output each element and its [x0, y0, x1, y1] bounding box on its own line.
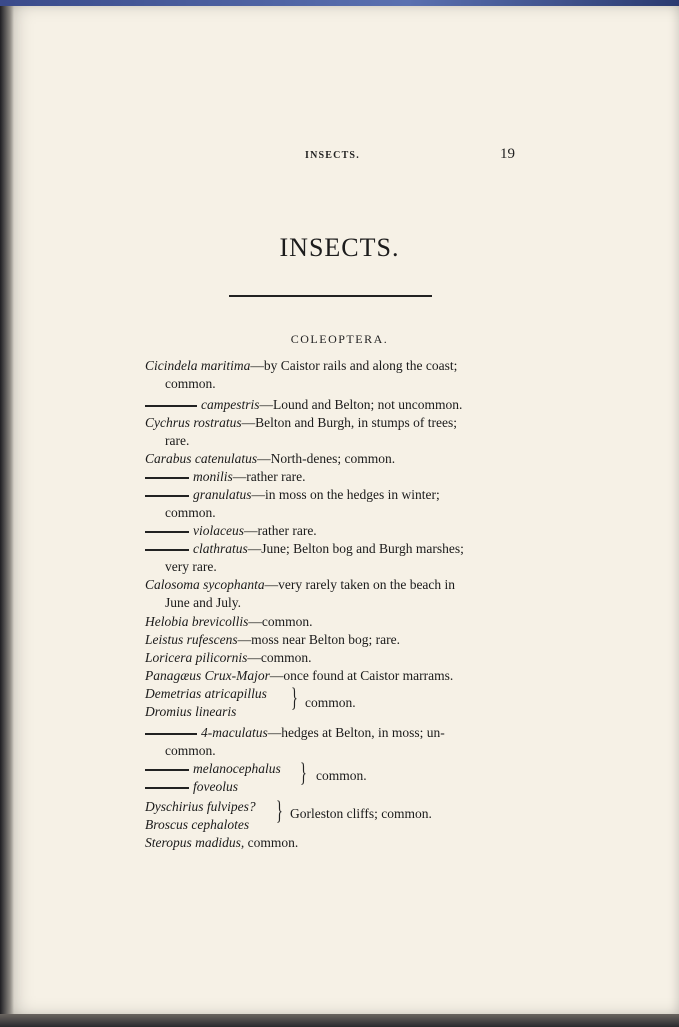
species-note: —Lound and Belton; not uncommon.	[259, 397, 463, 412]
species-name: 4-maculatus	[201, 725, 268, 740]
book-edge-bottom	[0, 1014, 679, 1027]
list-item	[145, 798, 256, 816]
species-name: Calosoma sycophanta	[145, 577, 265, 592]
species-name: melanocephalus	[193, 761, 281, 776]
ditto-dash	[145, 787, 189, 789]
page-number: 19	[500, 146, 515, 162]
ditto-dash	[145, 733, 197, 735]
species-name: foveolus	[193, 779, 238, 794]
list-item	[145, 613, 312, 631]
list-item	[145, 649, 312, 667]
list-item	[145, 414, 457, 432]
ditto-dash	[145, 405, 197, 407]
species-name: Carabus catenulatus	[145, 451, 258, 466]
list-item	[165, 558, 217, 576]
species-name: Steropus madidus,	[145, 835, 245, 850]
list-item	[145, 703, 236, 721]
list-item	[145, 631, 400, 649]
list-item	[145, 760, 281, 778]
grouping-brace: }	[300, 758, 307, 787]
species-note: —rather rare.	[232, 469, 306, 484]
list-item	[145, 450, 395, 468]
running-head: INSECTS.	[305, 150, 360, 161]
grouping-brace: }	[276, 796, 283, 825]
species-name: clathratus	[193, 541, 248, 556]
list-item	[305, 694, 356, 712]
list-item	[145, 486, 440, 504]
list-item	[165, 504, 216, 522]
ditto-dash	[145, 477, 189, 479]
species-note: —North-denes; common.	[257, 451, 396, 466]
page-title: INSECTS.	[279, 233, 400, 262]
species-note: rare.	[165, 433, 190, 448]
page-gutter-shadow	[0, 6, 14, 1014]
species-name: Demetrias atricapillus	[145, 686, 267, 701]
ditto-dash	[145, 495, 189, 497]
species-note: —common.	[248, 614, 313, 629]
species-name: campestris	[201, 397, 260, 412]
ditto-dash	[145, 549, 189, 551]
list-item	[145, 522, 317, 540]
species-name: Cicindela maritima	[145, 358, 251, 373]
species-note: —common.	[247, 650, 312, 665]
title-rule	[229, 295, 432, 297]
species-name: Dromius linearis	[145, 704, 237, 719]
species-name: monilis	[193, 469, 233, 484]
list-item	[145, 724, 445, 742]
species-name: Leistus rufescens	[145, 632, 238, 647]
species-note: common.	[165, 376, 216, 391]
section-heading: COLEOPTERA.	[290, 332, 389, 346]
species-name: granulatus	[193, 487, 252, 502]
list-item	[165, 742, 216, 760]
species-note: —Belton and Burgh, in stumps of trees;	[241, 415, 458, 430]
list-item	[145, 396, 462, 414]
list-item	[145, 816, 249, 834]
ditto-dash	[145, 531, 189, 533]
species-note: common.	[316, 768, 367, 783]
species-name: Dyschirius fulvipes?	[145, 799, 256, 814]
species-note: —rather rare.	[243, 523, 317, 538]
species-note: common.	[244, 835, 299, 850]
list-item	[145, 357, 457, 375]
species-note: —in moss on the hedges in winter;	[251, 487, 440, 502]
list-item	[165, 594, 241, 612]
list-item	[145, 778, 238, 796]
grouping-brace: }	[291, 683, 298, 712]
list-item	[165, 432, 189, 450]
species-note: —very rarely taken on the beach in	[264, 577, 456, 592]
species-name: Panagæus Crux-Major	[145, 668, 270, 683]
species-note: June and July.	[165, 595, 241, 610]
species-note: very rare.	[165, 559, 217, 574]
species-note: —moss near Belton bog; rare.	[237, 632, 400, 647]
species-note: —hedges at Belton, in moss; un-	[267, 725, 445, 740]
species-note: —once found at Caistor marrams.	[269, 668, 454, 683]
list-item	[145, 540, 464, 558]
list-item	[290, 805, 432, 823]
species-name: Helobia brevicollis	[145, 614, 249, 629]
list-item	[165, 375, 216, 393]
species-name: Broscus cephalotes	[145, 817, 250, 832]
species-name: Cychrus rostratus	[145, 415, 242, 430]
species-note: —June; Belton bog and Burgh marshes;	[247, 541, 464, 556]
list-item	[145, 576, 455, 594]
ditto-dash	[145, 769, 189, 771]
list-item	[145, 834, 298, 852]
list-item	[316, 767, 367, 785]
species-note: common.	[165, 743, 216, 758]
species-name: violaceus	[193, 523, 244, 538]
species-name: Loricera pilicornis	[145, 650, 248, 665]
species-note: —by Caistor rails and along the coast;	[250, 358, 458, 373]
list-item	[145, 468, 305, 486]
species-note: common.	[165, 505, 216, 520]
list-item	[145, 685, 267, 703]
species-note: common.	[305, 695, 356, 710]
species-note: Gorleston cliffs; common.	[290, 806, 432, 821]
list-item	[145, 667, 453, 685]
